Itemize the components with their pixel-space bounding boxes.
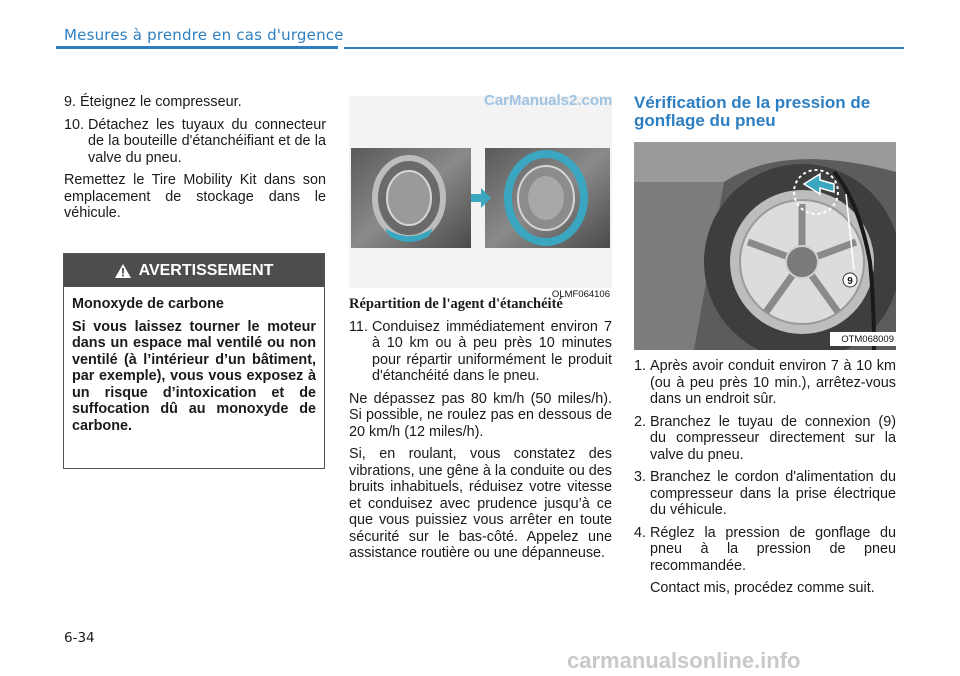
column-3 — [634, 94, 896, 136]
step-item: 4. Réglez la pression de gonflage du pneu à la pression de pneu recommandée. — [634, 524, 896, 574]
wheel-illustration — [634, 142, 896, 350]
figure-code: OTM068009 — [841, 334, 894, 345]
step-item: 3. Branchez le cordon d'alimentation du compresseur dans la prise électrique du véhicule. — [634, 469, 896, 518]
figure-sealant-distribution — [349, 96, 612, 300]
figure-tire-pressure-check — [634, 142, 896, 350]
callout-9: 9 — [847, 276, 853, 287]
header-rule — [56, 46, 338, 49]
page-header-title: Mesures à prendre en cas d'urgence — [64, 26, 344, 44]
column-3-steps — [634, 358, 896, 603]
watermark-bottom: carmanualsonline.info — [567, 648, 801, 673]
step-item: 2. Branchez le tuyau de connexion (9) du compresseur directement sur la valve du pneu. — [634, 413, 896, 463]
page-number: 6-34 — [64, 630, 95, 646]
step-item: 10. Détachez les tuyaux du connecteur de la bouteille d'étanchéifiant et de la valve du pneu. — [64, 116, 326, 166]
paragraph: Remettez le Tire Mobility Kit dans son emplacement de stockage dans le véhicule. — [64, 172, 326, 221]
section-subheading: Répartition de l'agent d'étanchéité — [349, 296, 563, 312]
warning-icon — [115, 264, 131, 278]
tire-illustration — [349, 96, 612, 288]
paragraph: Si, en roulant, vous constatez des vibrations, une gêne à la conduite ou des bruits inhabituels, réduisez votre vitesse et conduisez avec prudence jusqu’à ce que vous puissiez vous arrêter en toute sécurité sur le bas-côté. Appelez une assistance routière ou une dépanneuse. — [349, 446, 612, 561]
paragraph: Ne dépassez pas 80 km/h (50 miles/h). Si possible, ne roulez pas en dessous de 20 km/h (12 miles/h). — [349, 390, 612, 440]
column-1 — [64, 94, 326, 228]
watermark-top: CarManuals2.com — [484, 92, 613, 109]
warning-box — [63, 253, 325, 469]
step-note: Contact mis, procédez comme suit. — [650, 580, 875, 596]
warning-header — [64, 254, 324, 287]
step-item: 9. Éteignez le compresseur. — [64, 94, 242, 110]
warning-title: Monoxyde de carbone — [72, 296, 224, 312]
header-rule — [344, 47, 904, 49]
column-2 — [349, 296, 612, 568]
step-item: 11. Conduisez immédiatement environ 7 à 10 km ou à peu près 10 minutes pour répartir uniformément le produit d'étanchéité dans le pneu. — [349, 318, 612, 384]
step-item: 1. Après avoir conduit environ 7 à 10 km (ou à peu près 10 min.), arrêtez-vous dans un endroit sûr. — [634, 358, 896, 407]
figure-code: OLMF064106 — [551, 289, 610, 300]
warning-text: Si vous laissez tourner le moteur dans un espace mal ventilé ou non ventilé (à l’intérieur d’un bâtiment, par exemple), vous vous exposez à un risque d’intoxication et de suffocation dû au monoxyde de carbone. — [72, 318, 316, 434]
section-title: Vérification de la pression de gonflage du pneu — [634, 93, 871, 130]
warning-label: AVERTISSEMENT — [138, 261, 274, 279]
